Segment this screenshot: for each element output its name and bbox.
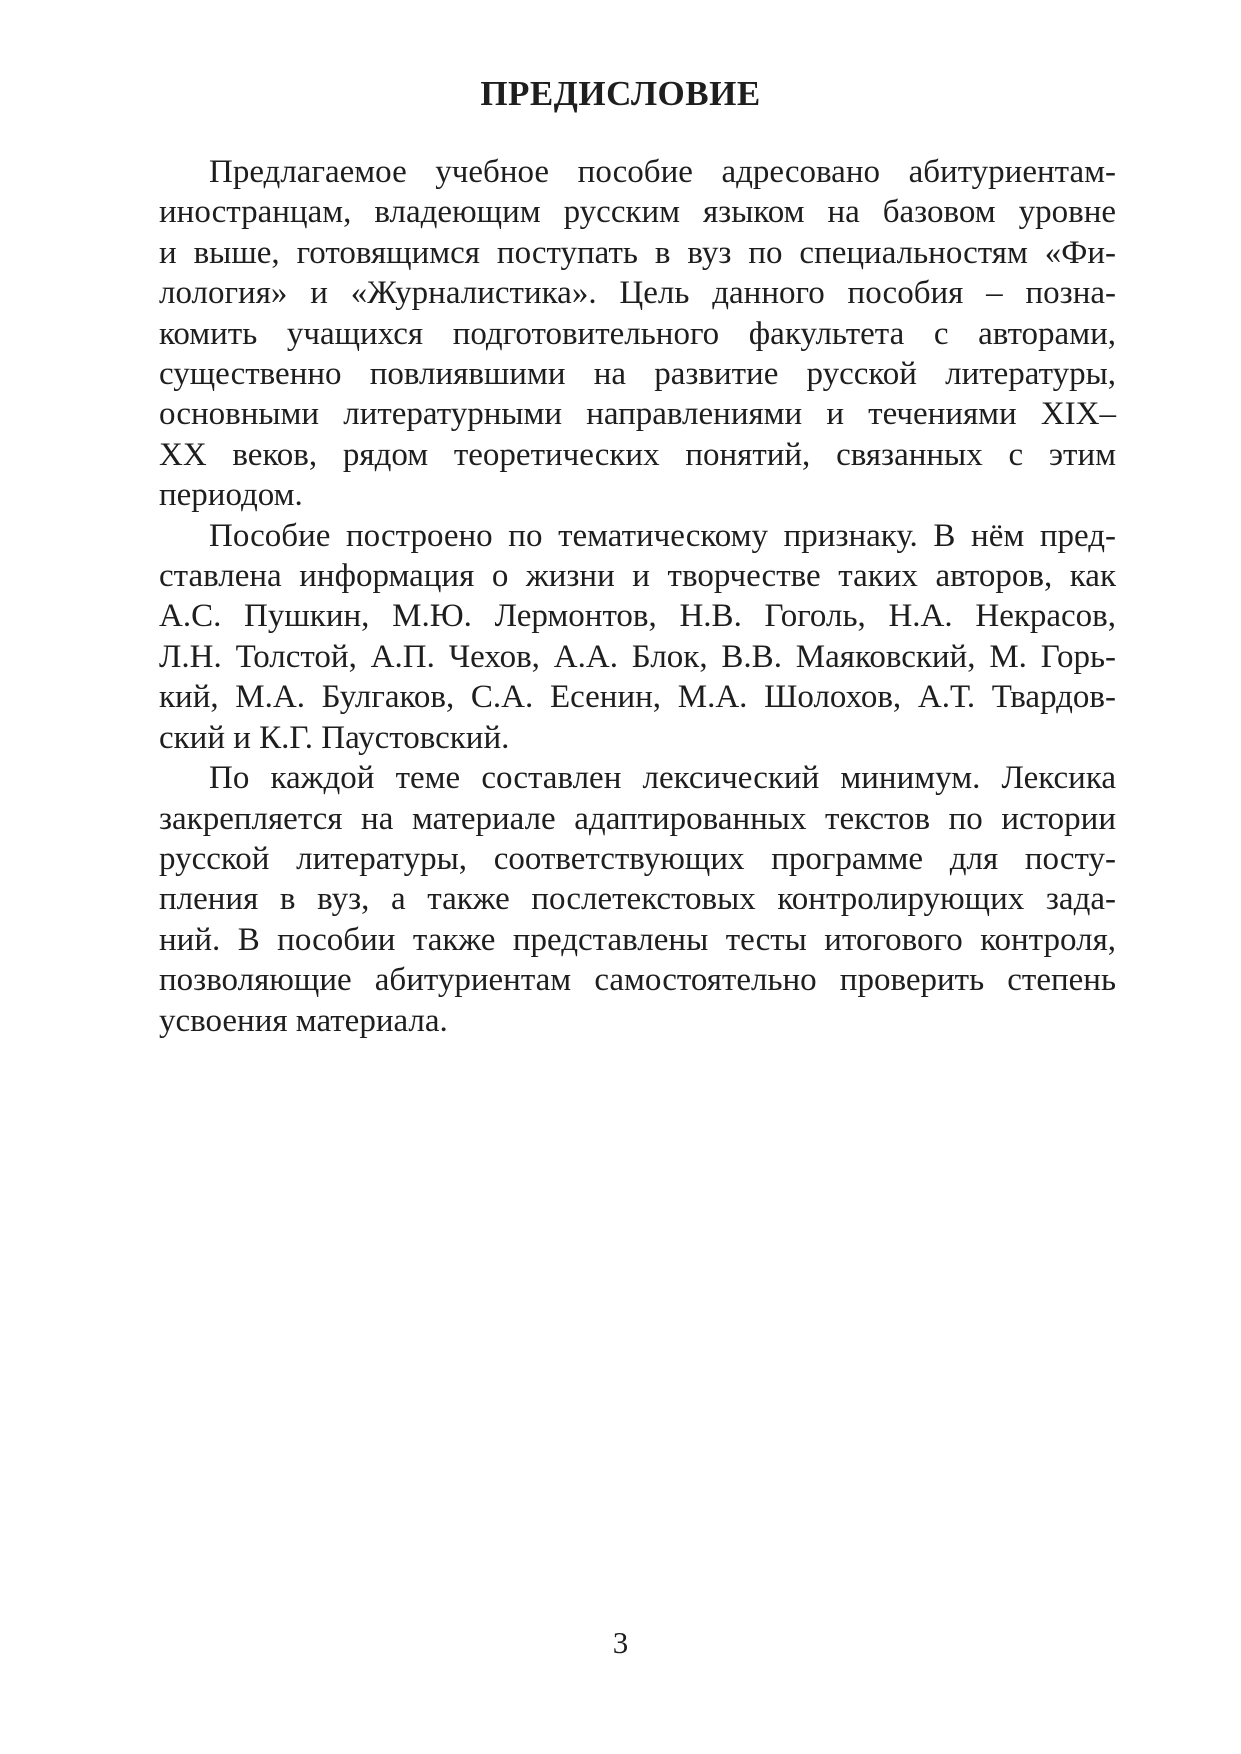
preface-body: [159, 152, 1116, 1041]
text-line: Пособие построено по тематическому признаку. В нём пред-: [209, 517, 1116, 554]
page-number: 3: [612, 1625, 629, 1660]
text-line: закрепляется на материале адаптированных текстов по истории: [159, 800, 1116, 837]
text-line: Предлагаемое учебное пособие адресовано абитуриентам-: [209, 154, 1116, 190]
text-line: XX веков, рядом теоретических понятий, связанных с этим: [159, 436, 1116, 473]
text-line: ний. В пособии также представлены тесты итогового контроля,: [159, 921, 1116, 958]
text-line: А.С. Пушкин, М.Ю. Лермонтов, Н.В. Гоголь, Н.А. Некрасов,: [159, 598, 1116, 635]
text-line: усвоения материала.: [159, 1002, 448, 1039]
page-title: ПРЕДИСЛОВИЕ: [480, 74, 761, 113]
text-line: кий, М.А. Булгаков, С.А. Есенин, М.А. Шолохов, А.Т. Твардов-: [159, 679, 1116, 716]
paragraph-2: [159, 516, 1116, 758]
text-line: комить учащихся подготовительного факультета с авторами,: [159, 315, 1116, 352]
text-line: позволяющие абитуриентам самостоятельно проверить степень: [159, 962, 1116, 999]
text-line: иностранцам, владеющим русским языком на базовом уровне: [159, 194, 1116, 231]
text-line: ский и К.Г. Паустовский.: [159, 719, 510, 756]
text-line: и выше, готовящимся поступать в вуз по специальностям «Фи-: [159, 234, 1116, 271]
paragraph-1: [159, 152, 1116, 516]
text-line: существенно повлиявшими на развитие русской литературы,: [159, 356, 1116, 393]
text-line: пления в вуз, а также послетекстовых контролирующих зада-: [159, 881, 1116, 918]
paragraph-3: [159, 758, 1116, 1041]
text-line: По каждой теме составлен лексический минимум. Лексика: [209, 760, 1116, 797]
text-line: периодом.: [159, 477, 303, 514]
text-line: русской литературы, соответствующих программе для посту-: [159, 840, 1116, 877]
text-line: Л.Н. Толстой, А.П. Чехов, А.А. Блок, В.В. Маяковский, М. Горь-: [159, 638, 1116, 675]
text-line: лология» и «Журналистика». Цель данного пособия – позна-: [159, 275, 1116, 312]
text-line: ставлена информация о жизни и творчестве таких авторов, как: [159, 558, 1116, 595]
text-line: основными литературными направлениями и течениями XIX–: [159, 396, 1116, 433]
